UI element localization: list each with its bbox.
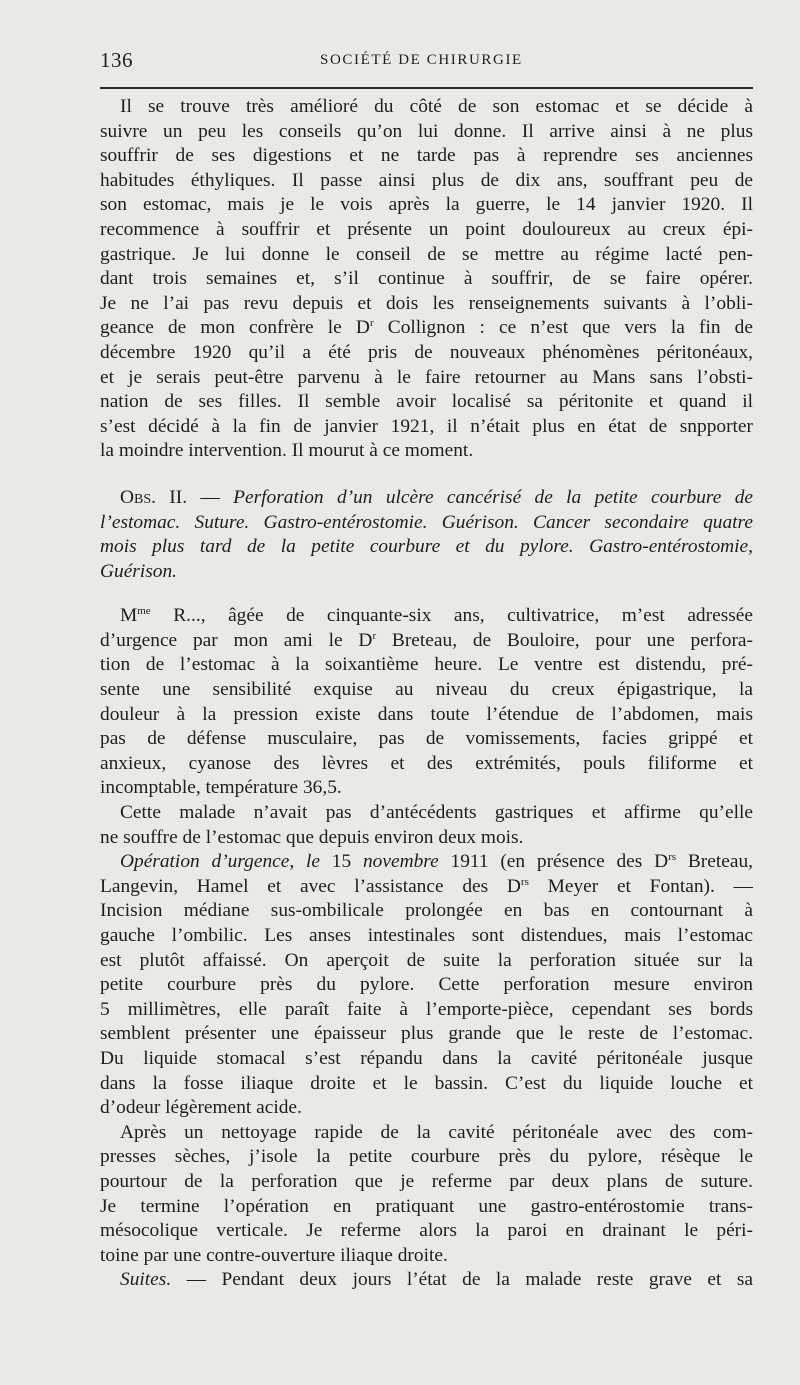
text-line: décembre 1920 qu’il a été pris de nouveaux phénomènes péritonéaux,	[100, 341, 753, 363]
text-line: mésocolique verticale. Je referme alors la paroi en drainant le péri-	[100, 1220, 753, 1242]
paragraph-6	[100, 1268, 753, 1293]
text-line	[100, 875, 753, 900]
text-line: d’odeur légèrement acide.	[100, 1097, 302, 1119]
text-line: Cette malade n’avait pas d’antécédents gastriques et affirme qu’elle	[120, 802, 753, 824]
text-line: dant trois semaines et, s’il continue à souffrir, de se faire opérer.	[100, 268, 753, 290]
text-line: son estomac, mais je le vois après la guerre, le 14 janvier 1920. Il	[100, 194, 753, 216]
text-line	[100, 604, 753, 629]
paragraph-4	[100, 850, 753, 1121]
observation-title: Perforation d’un ulcère cancérisé de la petite courbure de	[233, 486, 753, 508]
paragraph-2	[100, 604, 753, 801]
superscript: rs	[520, 875, 529, 888]
superscript: me	[137, 605, 151, 618]
text-line: habitudes éthyliques. Il passe ainsi plus de dix ans, souffrant peu de	[100, 169, 753, 191]
text-line	[100, 486, 753, 511]
text-line: l’estomac. Suture. Gastro-entérostomie. Guérison. Cancer secondaire quatre	[100, 511, 753, 533]
text-line: Après un nettoyage rapide de la cavité péritonéale avec des com-	[120, 1121, 753, 1143]
text-fragment: Breteau, de Bouloire, pour une perfora-	[376, 629, 753, 651]
text-line	[100, 850, 753, 875]
italic-fragment: Suites.	[120, 1269, 172, 1291]
text-fragment: geance de mon confrère le D	[100, 317, 370, 339]
text-line: douleur à la pression existe dans toute l’étendue de l’abdomen, mais	[100, 703, 753, 725]
text-fragment: Langevin, Hamel et avec l’assistance des D	[100, 875, 521, 897]
text-line	[100, 1268, 753, 1293]
text-line: incomptable, température 36,5.	[100, 777, 342, 799]
text-line: petite courbure près du pylore. Cette perforation mesure environ	[100, 974, 753, 996]
paragraph-gap	[100, 584, 753, 604]
text-line: semblent présenter une épaisseur plus grande que le reste de l’estomac.	[100, 1023, 753, 1045]
text-line: et je serais peut-être parvenu à le faire retourner au Mans sans l’obsti-	[100, 366, 753, 388]
text-line: Je ne l’ai pas revu depuis et dois les renseignements suivants à l’obli-	[100, 292, 753, 314]
superscript: rs	[668, 851, 677, 864]
text-fragment: 15	[331, 851, 352, 873]
text-fragment: Breteau,	[676, 851, 753, 873]
text-fragment: 1911	[450, 851, 489, 873]
text-line: 5 millimètres, elle paraît faite à l’emporte-pièce, cependant ses bords	[100, 998, 753, 1020]
text-line: toine par une contre-ouverture iliaque droite.	[100, 1244, 448, 1266]
italic-fragment: Opération d’urgence, le	[120, 851, 332, 873]
text-fragment: R..., âgée de cinquante-six ans, cultivatrice, m’est adressée	[150, 605, 753, 627]
text-fragment: (en présence des D	[488, 851, 669, 873]
text-line: ne souffre de l’estomac que depuis environ deux mois.	[100, 826, 524, 848]
paragraph-1	[100, 95, 753, 464]
text-fragment: Meyer et Fontan). —	[528, 875, 753, 897]
text-line: pourtour de la perforation que je referme par deux plans de suture.	[100, 1170, 753, 1192]
observation-label: Obs. II. —	[120, 486, 234, 508]
page-header	[98, 44, 753, 78]
text-line: Du liquide stomacal s’est répandu dans la cavité péritonéale jusque	[100, 1047, 753, 1069]
text-line: anxieux, cyanose des lèvres et des extrémités, pouls filiforme et	[100, 752, 753, 774]
text-line: presses sèches, j’isole la petite courbure près du pylore, résèque le	[100, 1146, 753, 1168]
text-fragment: Collignon : ce n’est que vers la fin de	[373, 317, 753, 339]
page-number: 136	[100, 48, 133, 72]
italic-fragment: novembre	[351, 851, 451, 873]
text-line: sente une sensibilité exquise au niveau du creux épigastrique, la	[100, 679, 753, 701]
text-line: Incision médiane sus-ombilicale prolongée en bas en contournant à	[100, 900, 753, 922]
running-title: SOCIÉTÉ DE CHIRURGIE	[320, 52, 523, 68]
text-line: suivre un peu les conseils qu’on lui donne. Il arrive ainsi à ne plus	[100, 120, 753, 142]
text-line: gastrique. Je lui donne le conseil de se mettre au régime lacté pen-	[100, 243, 753, 265]
text-line: souffrir de ses digestions et ne tarde pas à reprendre ses anciennes	[100, 145, 753, 167]
paragraph-5	[100, 1121, 753, 1269]
header-rule	[100, 87, 753, 89]
text-line: la moindre intervention. Il mourut à ce moment.	[100, 440, 474, 462]
text-line	[100, 316, 753, 341]
paragraph-gap	[100, 464, 753, 486]
text-line: recommence à souffrir et présente un point douloureux au creux épi-	[100, 218, 753, 240]
text-line: Je termine l’opération en pratiquant une gastro-entérostomie trans-	[100, 1195, 753, 1217]
text-line: Il se trouve très amélioré du côté de son estomac et se décide à	[120, 96, 753, 117]
text-line	[100, 629, 753, 654]
text-line: est plutôt affaissé. On aperçoit de suite la perforation située sur la	[100, 949, 753, 971]
text-line: gauche l’ombilic. Les anses intestinales sont distendues, mais l’estomac	[100, 925, 753, 946]
text-line: pas de défense musculaire, pas de vomissements, facies grippé et	[100, 728, 753, 750]
superscript: r	[372, 629, 377, 642]
observation-heading	[100, 486, 753, 584]
text-line: nation de ses filles. Il semble avoir localisé sa péritonite et quand il	[100, 391, 753, 413]
text-line: dans la fosse iliaque droite et le bassin. C’est du liquide louche et	[100, 1072, 753, 1094]
body-text	[100, 95, 753, 1293]
superscript: r	[369, 317, 374, 330]
text-line: tion de l’estomac à la soixantième heure. Le ventre est distendu, pré-	[100, 654, 753, 676]
text-line: Guérison.	[100, 560, 178, 582]
text-line: s’est décidé à la fin de janvier 1921, il n’était plus en état de snpporter	[100, 415, 753, 437]
paragraph-3	[100, 801, 753, 850]
text-fragment: d’urgence par mon ami le D	[100, 629, 373, 651]
text-fragment: M	[120, 605, 138, 627]
text-fragment: — Pendant deux jours l’état de la malade reste grave et sa	[171, 1269, 753, 1291]
text-line: mois plus tard de la petite courbure et du pylore. Gastro-entérostomie,	[100, 536, 753, 558]
